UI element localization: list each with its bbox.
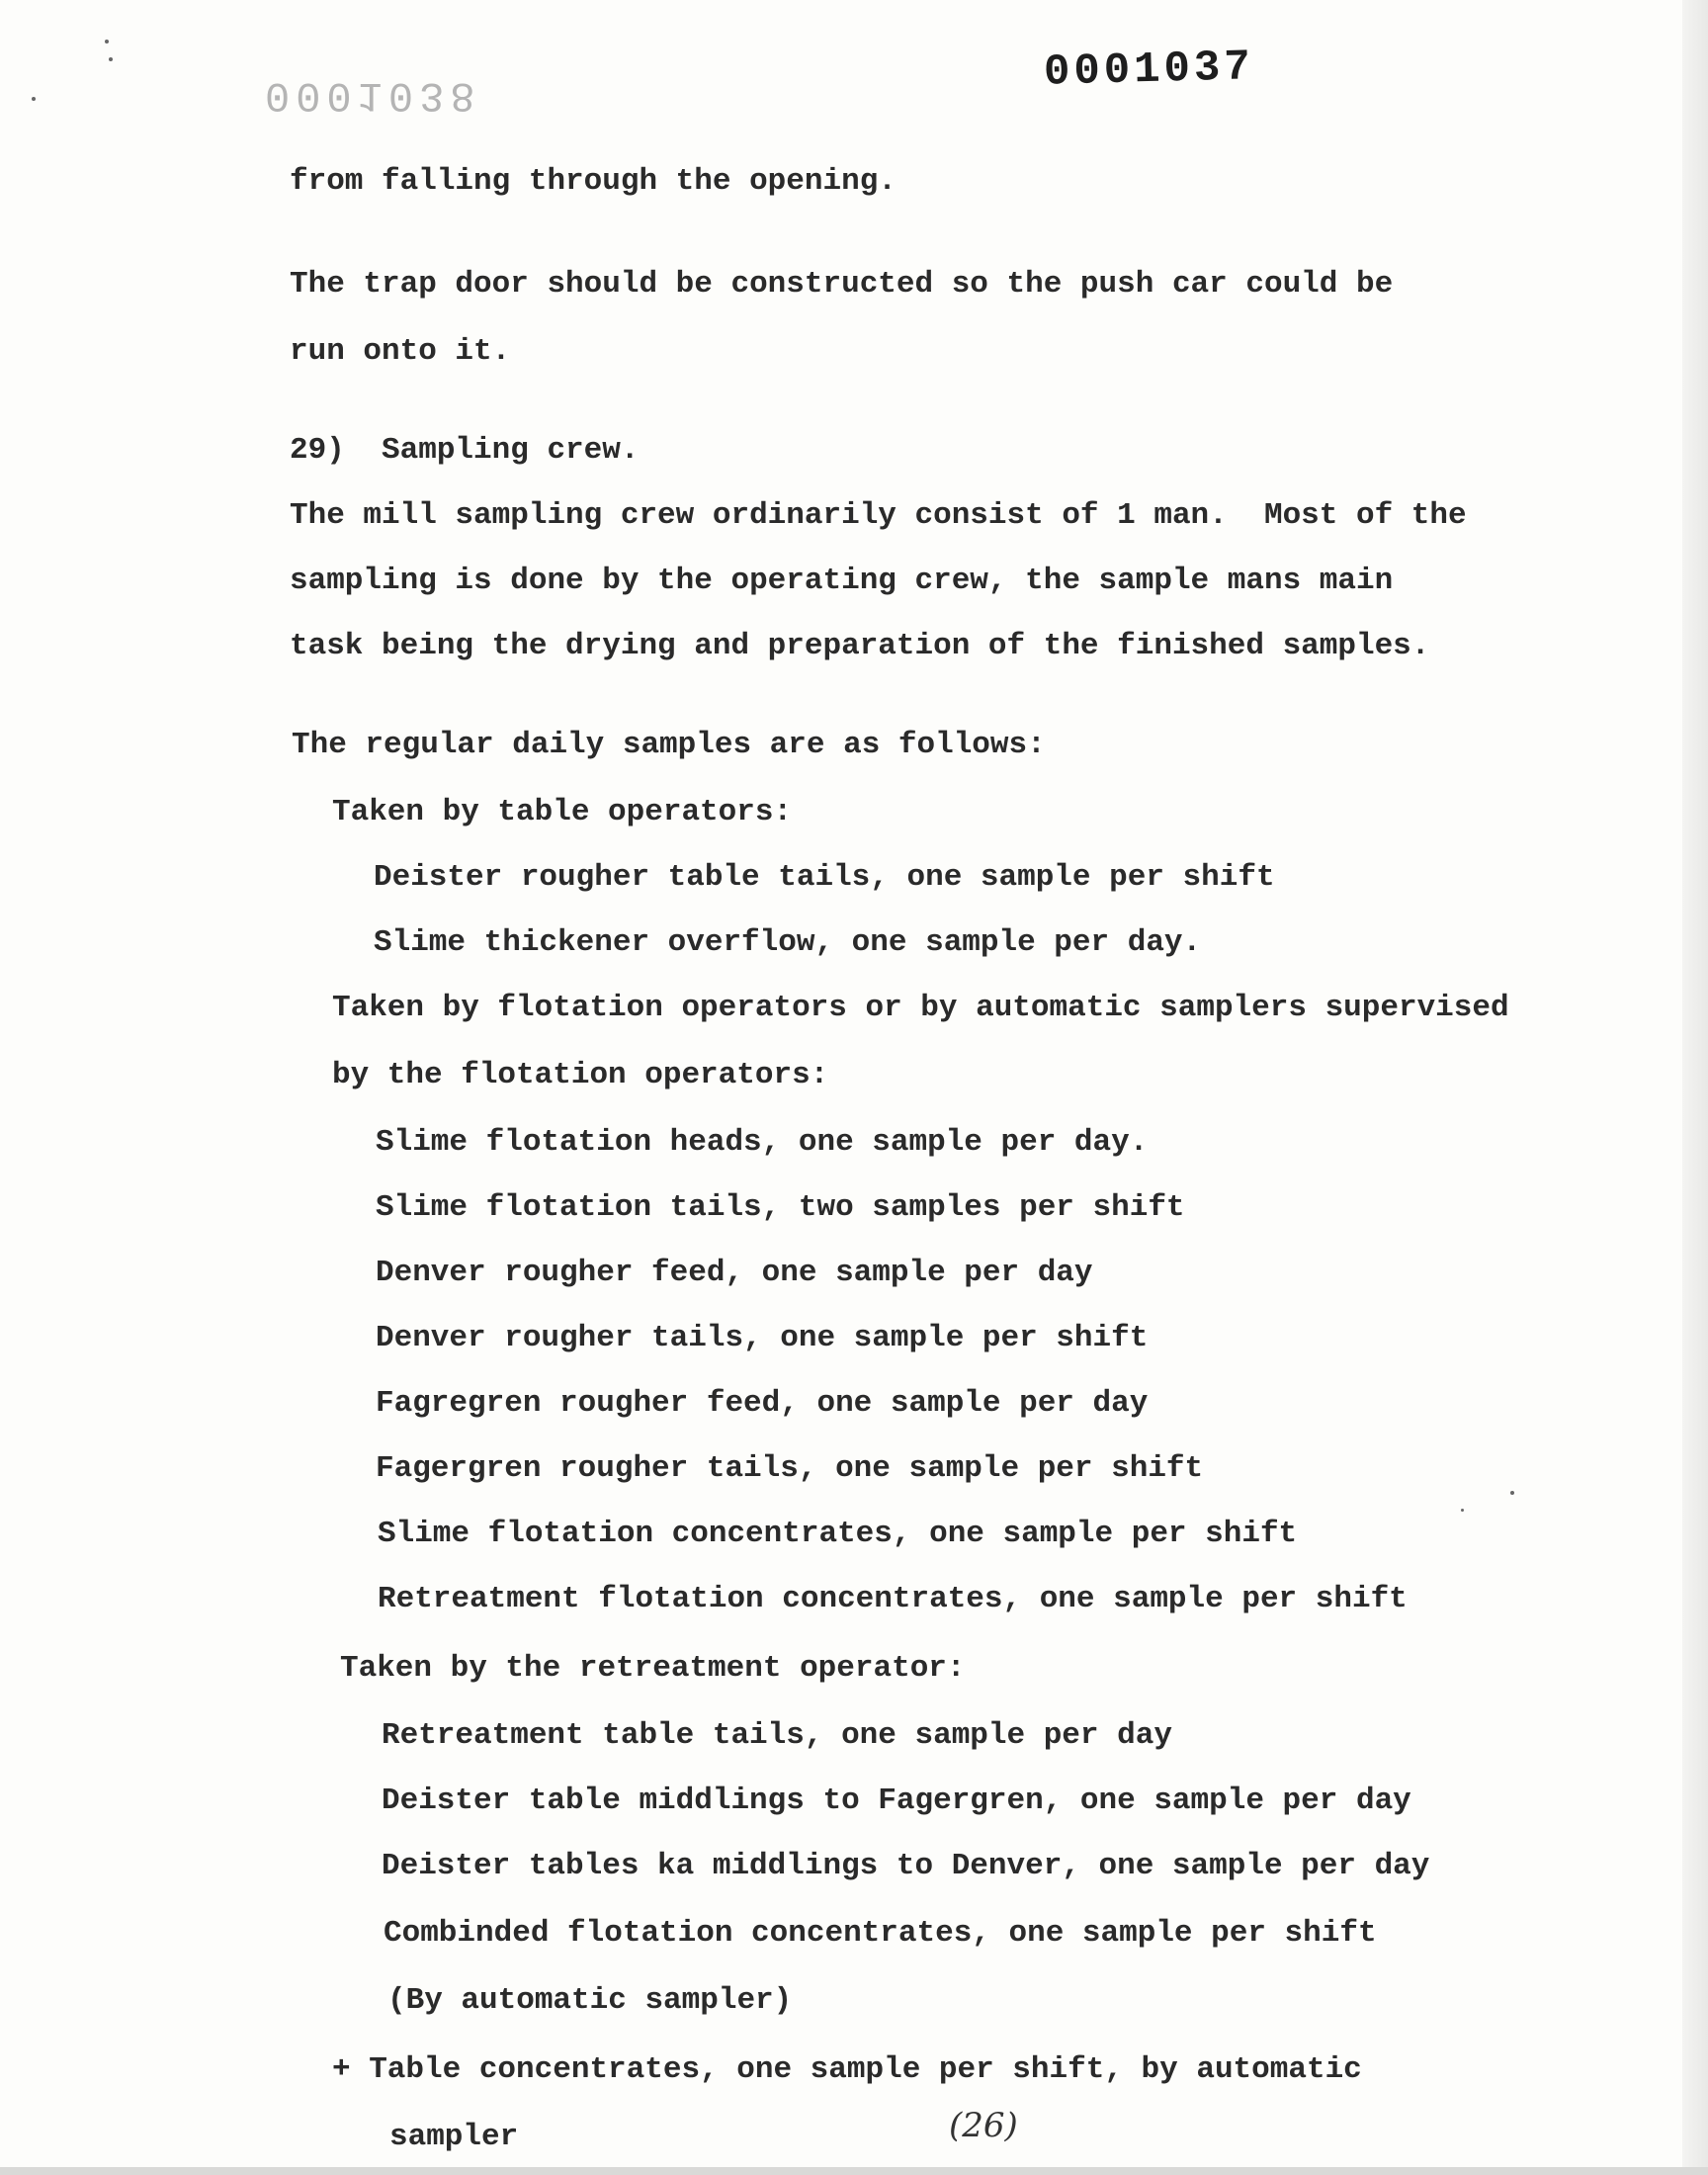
page-number: (26) — [949, 2106, 1018, 2145]
list-subheading: Taken by table operators: — [332, 795, 793, 829]
body-line: from falling through the opening. — [290, 164, 897, 199]
list-item: Combinded flotation concentrates, one sample per shift — [384, 1916, 1377, 1951]
list-item: Denver rougher feed, one sample per day — [376, 1256, 1093, 1290]
list-item: Deister tables ka middlings to Denver, one sample per day — [382, 1849, 1430, 1883]
list-subheading: Taken by the retreatment operator: — [340, 1651, 966, 1686]
list-subheading: by the flotation operators: — [332, 1058, 829, 1092]
body-line: The trap door should be constructed so the push car could be — [290, 267, 1394, 302]
section-heading: 29) Sampling crew. — [290, 433, 640, 468]
list-item: Slime flotation concentrates, one sample per shift — [378, 1517, 1298, 1551]
list-item: Deister rougher table tails, one sample per shift — [374, 860, 1275, 895]
list-item: Retreatment table tails, one sample per day — [382, 1718, 1172, 1753]
body-line: run onto it. — [290, 334, 511, 369]
body-line: task being the drying and preparation of the finished samples. — [290, 629, 1430, 663]
faded-bates-stamp: 0001038 — [265, 71, 481, 119]
body-line: sampling is done by the operating crew, the sample mans main — [290, 564, 1394, 598]
list-item: Fagregren rougher feed, one sample per day — [376, 1386, 1149, 1421]
body-line: The mill sampling crew ordinarily consist of 1 man. Most of the — [290, 498, 1467, 533]
list-item: + Table concentrates, one sample per shift, by automatic — [332, 2052, 1362, 2087]
list-item: Retreatment flotation concentrates, one sample per shift — [378, 1582, 1408, 1616]
list-item: Slime thickener overflow, one sample per day. — [374, 925, 1202, 960]
list-subheading: Taken by flotation operators or by automatic samplers supervised — [332, 991, 1509, 1025]
body-line: The regular daily samples are as follows: — [292, 728, 1046, 762]
list-item: Fagergren rougher tails, one sample per shift — [376, 1451, 1204, 1486]
list-item: Slime flotation heads, one sample per day. — [376, 1125, 1149, 1160]
sheet-edge-bottom — [0, 2167, 1708, 2175]
list-item: (By automatic sampler) — [387, 1983, 793, 2018]
list-item: Denver rougher tails, one sample per shift — [376, 1321, 1149, 1355]
list-item: Slime flotation tails, two samples per shift — [376, 1190, 1185, 1225]
list-item: Deister table middlings to Fagergren, one sample per day — [382, 1784, 1411, 1818]
list-item: sampler — [389, 2120, 519, 2154]
sheet-edge-right — [1682, 0, 1708, 2175]
bates-stamp: 0001037 — [1043, 43, 1255, 98]
